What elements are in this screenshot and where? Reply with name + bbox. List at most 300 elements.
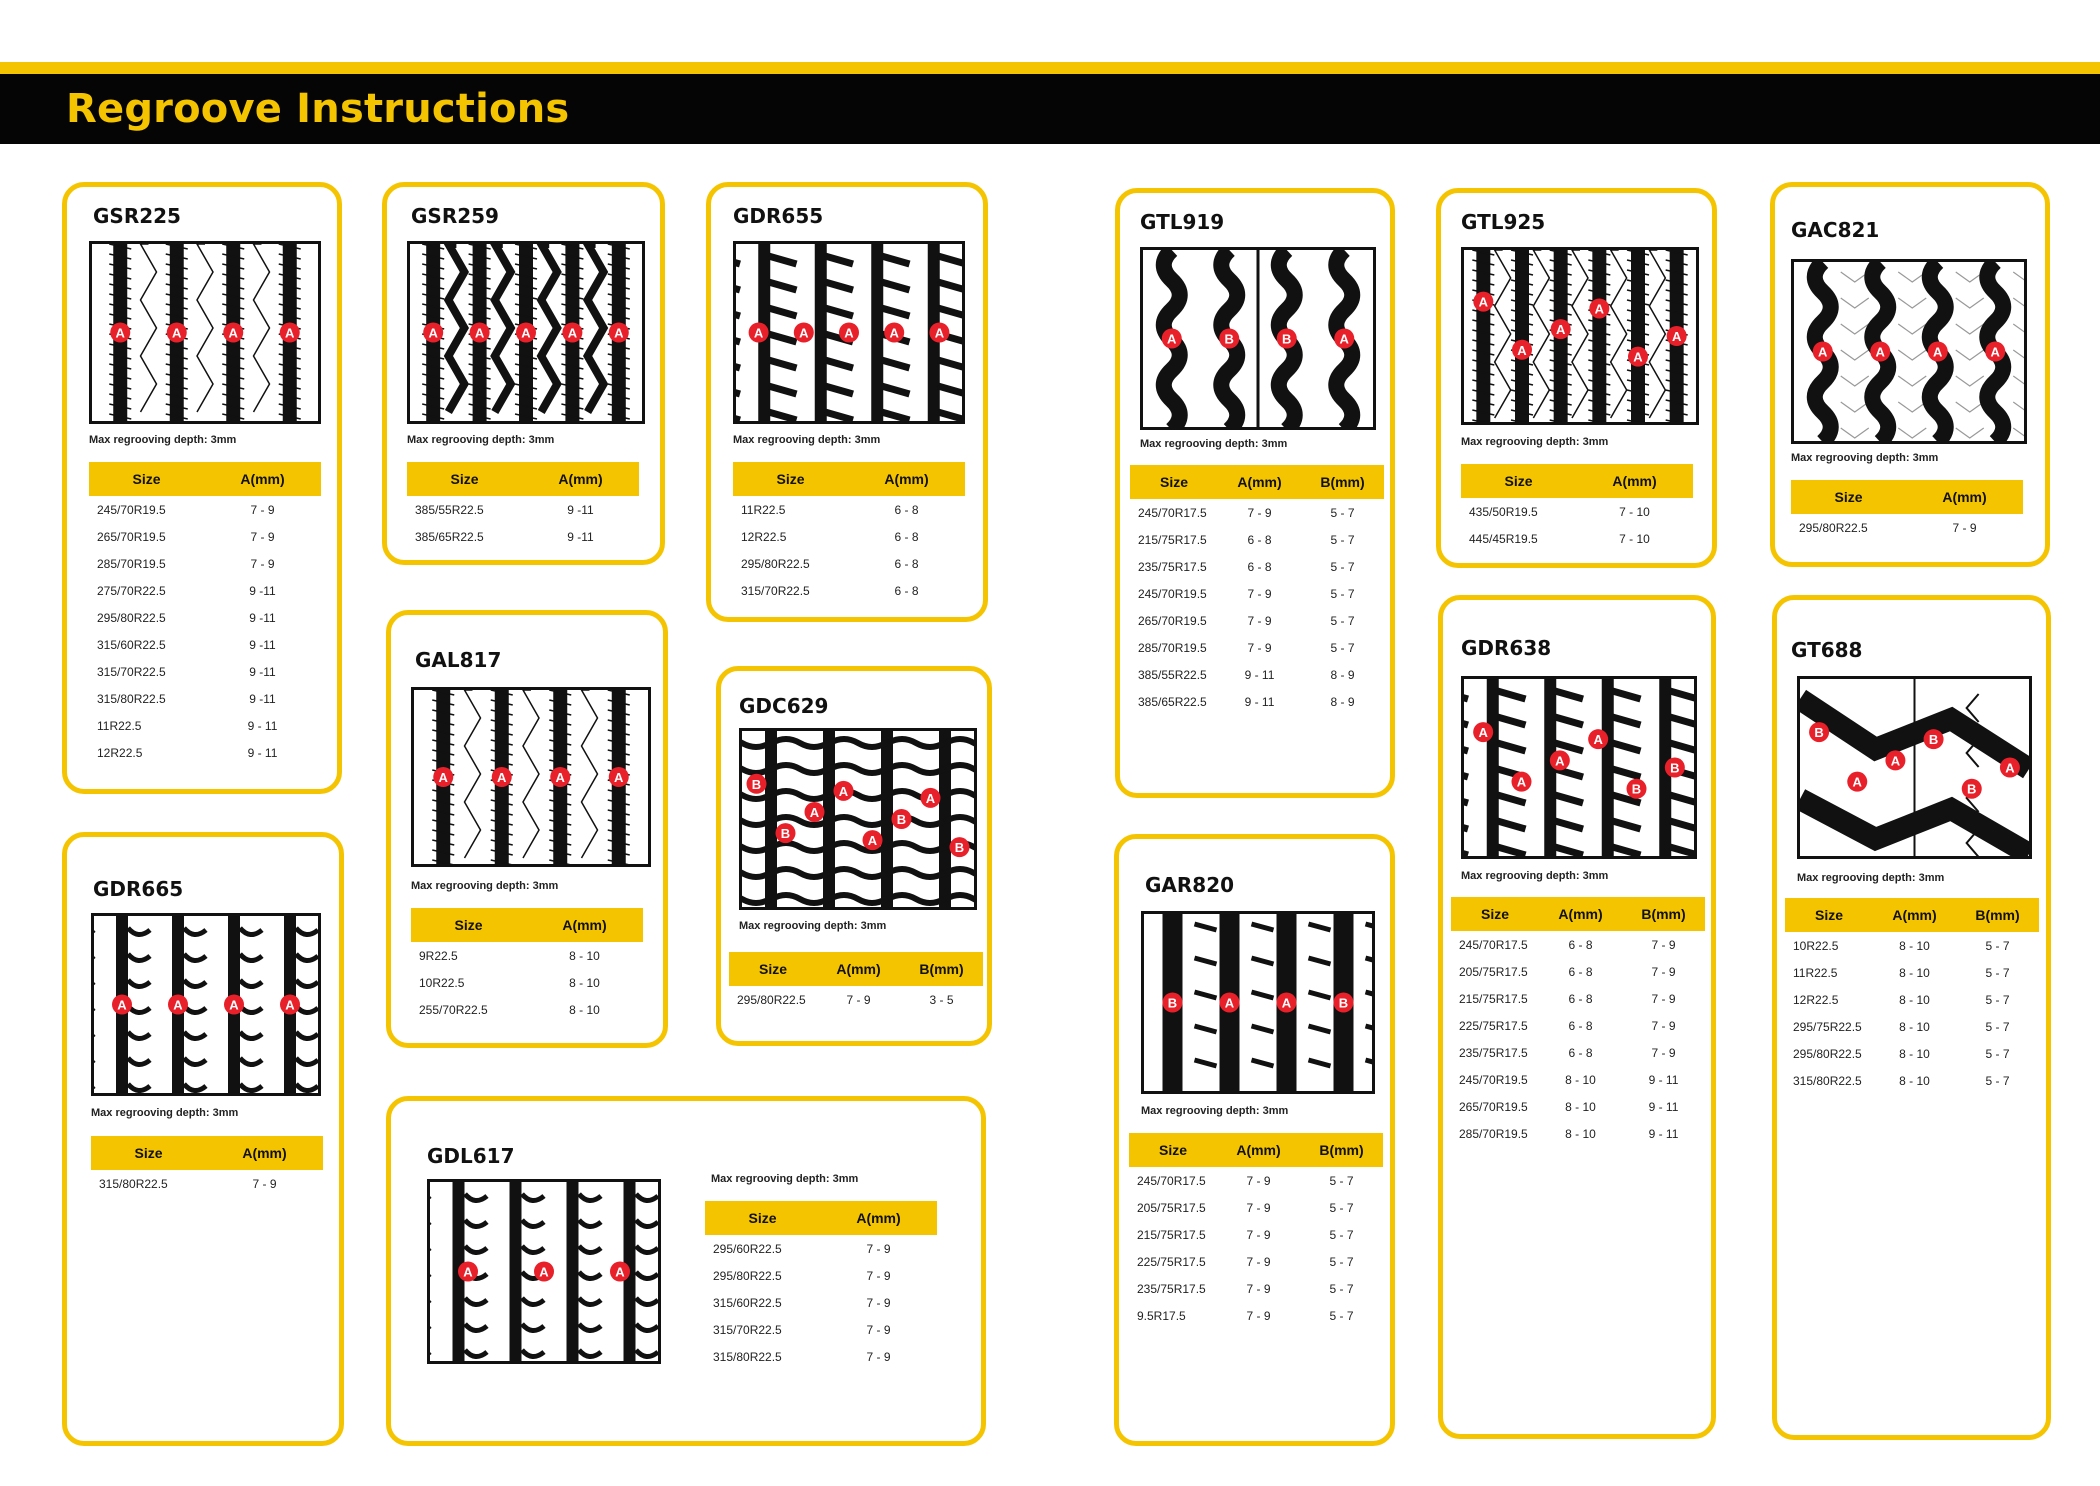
product-name: GSR225 (93, 204, 181, 228)
b-value-cell: 5 - 7 (1330, 640, 1355, 655)
svg-text:A: A (925, 790, 936, 806)
regroove-marker-a (1162, 329, 1182, 349)
regroove-marker-a (863, 830, 883, 850)
regroove-marker-a (610, 1262, 630, 1282)
size-cell: 445/45R19.5 (1469, 531, 1538, 546)
regroove-marker-a (167, 323, 187, 343)
regroove-marker-a (433, 767, 453, 787)
size-cell: 295/80R22.5 (741, 556, 810, 571)
table-row (1130, 607, 1384, 634)
size-cell: 12R22.5 (1793, 992, 1839, 1007)
size-cell: 255/70R22.5 (419, 1002, 488, 1017)
a-value-cell: 7 - 9 (1952, 520, 1977, 535)
a-value-cell: 9 -11 (249, 610, 276, 625)
tread-pattern-image (1141, 911, 1375, 1094)
table-row (1785, 932, 2039, 959)
a-value-cell: 7 - 9 (1246, 1308, 1271, 1323)
tread-pattern-image (411, 687, 651, 867)
svg-text:A: A (1852, 774, 1862, 790)
size-table (1791, 480, 2023, 541)
b-value-cell: 9 - 11 (1648, 1072, 1679, 1087)
svg-text:A: A (1933, 344, 1943, 360)
table-row (705, 1289, 937, 1316)
product-name: GSR259 (411, 204, 499, 228)
product-name: GDR638 (1461, 636, 1552, 660)
regroove-marker-a (794, 323, 814, 343)
svg-text:B: B (1967, 781, 1977, 797)
b-value-cell: 5 - 7 (1329, 1173, 1354, 1188)
b-value-cell: 7 - 9 (1651, 1018, 1676, 1033)
product-name: GDL617 (427, 1144, 515, 1168)
size-cell: 385/55R22.5 (1138, 667, 1207, 682)
svg-text:A: A (117, 997, 127, 1013)
column-header-a: A(mm) (1539, 897, 1622, 931)
svg-text:B: B (1631, 781, 1642, 797)
column-header-size: Size (1451, 897, 1539, 931)
a-value-cell: 7 - 9 (846, 992, 871, 1007)
table-row (89, 658, 321, 685)
svg-text:B: B (751, 776, 762, 792)
table-row (89, 577, 321, 604)
a-value-cell: 8 - 10 (1899, 1019, 1930, 1034)
table-row (705, 1235, 937, 1262)
svg-text:A: A (428, 325, 438, 341)
size-cell: 315/60R22.5 (97, 637, 166, 652)
svg-text:A: A (1890, 753, 1901, 769)
product-card-gal817 (386, 610, 668, 1048)
svg-text:A: A (1633, 349, 1643, 365)
regroove-marker-a (168, 995, 188, 1015)
a-value-cell: 7 - 9 (1246, 1173, 1271, 1188)
size-cell: 215/75R17.5 (1138, 532, 1207, 547)
table-row (89, 523, 321, 550)
table-row (89, 550, 321, 577)
tread-pattern-image (1140, 247, 1376, 430)
svg-text:A: A (1516, 774, 1527, 790)
table-row (1129, 1275, 1383, 1302)
size-table (411, 908, 643, 1023)
column-header-size: Size (705, 1201, 820, 1235)
regroove-marker-a (1813, 342, 1833, 362)
regroove-marker-a (112, 995, 132, 1015)
column-header-size: Size (1461, 464, 1576, 498)
svg-text:A: A (285, 325, 295, 341)
a-value-cell: 9 -11 (567, 529, 594, 544)
column-header-size: Size (89, 462, 204, 496)
a-value-cell: 9 -11 (249, 664, 276, 679)
b-value-cell: 5 - 7 (1329, 1254, 1354, 1269)
max-depth-note: Max regrooving depth: 3mm (407, 434, 555, 446)
a-value-cell: 8 - 10 (1899, 965, 1930, 980)
b-value-cell: 5 - 7 (1330, 586, 1355, 601)
svg-text:A: A (555, 770, 565, 785)
max-depth-note: Max regrooving depth: 3mm (1461, 870, 1609, 882)
regroove-marker-a (223, 323, 243, 343)
table-row (1451, 931, 1705, 958)
a-value-cell: 7 - 9 (1247, 505, 1272, 520)
svg-text:B: B (1338, 995, 1349, 1011)
size-cell: 295/80R22.5 (97, 610, 166, 625)
regroove-marker-a (1667, 326, 1687, 346)
svg-text:A: A (1555, 322, 1566, 338)
size-cell: 215/75R17.5 (1137, 1227, 1206, 1242)
table-row (89, 739, 321, 766)
size-cell: 235/75R17.5 (1459, 1045, 1528, 1060)
column-header-a: A(mm) (204, 462, 321, 496)
size-cell: 245/70R17.5 (1138, 505, 1207, 520)
column-header-b: B(mm) (900, 952, 983, 986)
tread-pattern-image (91, 913, 321, 1096)
regroove-marker-a (492, 767, 512, 787)
size-cell: 235/75R17.5 (1137, 1281, 1206, 1296)
size-table (1461, 464, 1693, 552)
size-cell: 315/80R22.5 (1793, 1073, 1862, 1088)
svg-text:A: A (172, 325, 182, 341)
size-table (1130, 465, 1384, 715)
regroove-marker-a (1512, 772, 1532, 792)
svg-text:A: A (1478, 725, 1488, 741)
size-cell: 265/70R19.5 (97, 529, 166, 544)
regroove-marker-a (110, 323, 130, 343)
size-cell: 9R22.5 (419, 948, 458, 963)
product-card-gar820 (1114, 834, 1395, 1446)
svg-text:A: A (838, 783, 849, 799)
table-row (1130, 634, 1384, 661)
column-header-size: Size (91, 1136, 206, 1170)
svg-text:B: B (1814, 725, 1824, 741)
size-cell: 245/70R19.5 (1459, 1072, 1528, 1087)
a-value-cell: 8 - 10 (569, 948, 600, 963)
b-value-cell: 5 - 7 (1329, 1308, 1354, 1323)
size-table (705, 1201, 937, 1370)
svg-text:A: A (1339, 331, 1349, 347)
svg-text:A: A (1517, 342, 1527, 358)
svg-text:B: B (1224, 331, 1234, 347)
b-value-cell: 7 - 9 (1651, 964, 1676, 979)
column-header-b: B(mm) (1301, 465, 1384, 499)
regroove-marker-a (609, 323, 629, 343)
svg-text:A: A (115, 325, 125, 341)
b-value-cell: 5 - 7 (1985, 992, 2010, 1007)
svg-text:A: A (474, 325, 485, 341)
b-value-cell: 5 - 7 (1329, 1281, 1354, 1296)
regroove-marker-a (1588, 729, 1608, 749)
svg-text:A: A (1593, 732, 1603, 748)
size-cell: 385/55R22.5 (415, 502, 484, 517)
table-row (91, 1170, 323, 1197)
svg-text:A: A (614, 325, 624, 341)
b-value-cell: 5 - 7 (1330, 505, 1355, 520)
regroove-marker-b (1809, 722, 1829, 742)
b-value-cell: 5 - 7 (1985, 965, 2010, 980)
b-value-cell: 5 - 7 (1985, 1046, 2010, 1061)
column-header-a: A(mm) (848, 462, 965, 496)
regroove-marker-a (1885, 750, 1905, 770)
size-cell: 315/80R22.5 (713, 1349, 782, 1364)
a-value-cell: 9 -11 (249, 637, 276, 652)
regroove-marker-b (1334, 993, 1354, 1013)
a-value-cell: 6 - 8 (894, 502, 919, 517)
size-table (407, 462, 639, 550)
size-cell: 315/80R22.5 (97, 691, 166, 706)
svg-text:A: A (615, 1264, 625, 1280)
size-table (1785, 898, 2039, 1094)
table-row (733, 550, 965, 577)
size-cell: 225/75R17.5 (1459, 1018, 1528, 1033)
table-row (89, 685, 321, 712)
table-row (1129, 1302, 1383, 1329)
svg-text:A: A (228, 325, 238, 341)
b-value-cell: 7 - 9 (1651, 1045, 1676, 1060)
size-cell: 225/75R17.5 (1137, 1254, 1206, 1269)
table-row (1129, 1194, 1383, 1221)
svg-text:A: A (1671, 329, 1682, 344)
a-value-cell: 7 - 9 (866, 1241, 891, 1256)
a-value-cell: 9 - 11 (247, 745, 278, 760)
size-cell: 265/70R19.5 (1138, 613, 1207, 628)
a-value-cell: 9 - 11 (1244, 694, 1275, 709)
product-card-gtl925 (1436, 188, 1717, 568)
column-header-a: A(mm) (522, 462, 639, 496)
size-table (1129, 1133, 1383, 1329)
table-row (1130, 688, 1384, 715)
b-value-cell: 7 - 9 (1651, 937, 1676, 952)
title-banner (0, 74, 2100, 144)
a-value-cell: 7 - 9 (1247, 586, 1272, 601)
table-row (1451, 1093, 1705, 1120)
b-value-cell: 9 - 11 (1648, 1099, 1679, 1114)
a-value-cell: 6 - 8 (1568, 937, 1593, 952)
size-cell: 295/80R22.5 (713, 1268, 782, 1283)
regroove-marker-a (1870, 342, 1890, 362)
column-header-a: A(mm) (206, 1136, 323, 1170)
svg-text:B: B (1928, 732, 1939, 748)
max-depth-note: Max regrooving depth: 3mm (411, 880, 559, 892)
svg-text:A: A (539, 1264, 549, 1280)
tread-pattern-image (407, 241, 645, 424)
column-header-a: A(mm) (1576, 464, 1693, 498)
svg-text:A: A (285, 997, 295, 1013)
a-value-cell: 9 -11 (249, 691, 276, 706)
size-cell: 315/60R22.5 (713, 1295, 782, 1310)
regroove-marker-b (1924, 729, 1944, 749)
product-name: GAC821 (1791, 218, 1880, 242)
a-value-cell: 7 - 10 (1619, 504, 1650, 519)
a-value-cell: 6 - 8 (1568, 1018, 1593, 1033)
table-row (733, 523, 965, 550)
product-name: GT688 (1791, 638, 1863, 662)
max-depth-note: Max regrooving depth: 3mm (91, 1107, 239, 1119)
a-value-cell: 8 - 10 (1565, 1072, 1596, 1087)
tread-pattern-image (1797, 676, 2032, 859)
regroove-marker-b (892, 809, 912, 829)
table-row (89, 712, 321, 739)
regroove-marker-a (516, 323, 536, 343)
table-row (1785, 1013, 2039, 1040)
regroove-marker-b (1277, 329, 1297, 349)
size-cell: 12R22.5 (97, 745, 143, 760)
column-header-a: A(mm) (1906, 480, 2023, 514)
svg-text:A: A (1478, 294, 1489, 310)
svg-text:B: B (1282, 331, 1292, 347)
tread-pattern-image (1791, 259, 2027, 444)
size-table (733, 462, 965, 604)
regroove-marker-b (950, 837, 970, 857)
a-value-cell: 7 - 9 (1246, 1281, 1271, 1296)
a-value-cell: 9 - 11 (247, 718, 278, 733)
regroove-marker-a (224, 995, 244, 1015)
a-value-cell: 8 - 10 (1899, 1073, 1930, 1088)
regroove-marker-a (534, 1262, 554, 1282)
table-row (411, 942, 643, 969)
regroove-marker-a (562, 323, 582, 343)
a-value-cell: 8 - 10 (1899, 1046, 1930, 1061)
regroove-marker-b (1962, 779, 1982, 799)
a-value-cell: 7 - 9 (866, 1349, 891, 1364)
svg-text:A: A (521, 325, 531, 341)
table-row (1129, 1248, 1383, 1275)
table-row (1451, 1066, 1705, 1093)
size-cell: 295/60R22.5 (713, 1241, 782, 1256)
svg-text:A: A (844, 325, 854, 341)
size-cell: 205/75R17.5 (1459, 964, 1528, 979)
a-value-cell: 9 -11 (249, 583, 276, 598)
regroove-marker-a (1628, 347, 1648, 367)
size-cell: 10R22.5 (1793, 938, 1839, 953)
svg-text:A: A (1281, 995, 1292, 1011)
top-accent-line (0, 62, 2100, 74)
product-card-gsr259 (382, 182, 665, 565)
column-header-a: A(mm) (1217, 1133, 1300, 1167)
regroove-marker-a (1551, 319, 1571, 339)
b-value-cell: 5 - 7 (1330, 613, 1355, 628)
size-cell: 435/50R19.5 (1469, 504, 1538, 519)
a-value-cell: 6 - 8 (1247, 532, 1272, 547)
svg-text:A: A (809, 804, 820, 820)
a-value-cell: 8 - 10 (569, 1002, 600, 1017)
column-header-size: Size (729, 952, 817, 986)
a-value-cell: 8 - 10 (1899, 938, 1930, 953)
column-header-a: A(mm) (820, 1201, 937, 1235)
column-header-size: Size (1129, 1133, 1217, 1167)
regroove-marker-a (1473, 722, 1493, 742)
product-name: GDR655 (733, 204, 824, 228)
table-row (407, 523, 639, 550)
svg-text:B: B (1167, 995, 1178, 1011)
a-value-cell: 7 - 9 (1246, 1254, 1271, 1269)
regroove-marker-a (1589, 298, 1609, 318)
b-value-cell: 5 - 7 (1985, 1073, 2010, 1088)
table-row (1785, 959, 2039, 986)
size-cell: 285/70R19.5 (97, 556, 166, 571)
regroove-marker-a (609, 767, 629, 787)
product-card-gt688 (1772, 595, 2051, 1440)
regroove-marker-a (280, 995, 300, 1015)
b-value-cell: 5 - 7 (1985, 1019, 2010, 1034)
size-table (91, 1136, 323, 1197)
regroove-marker-a (1985, 342, 2005, 362)
regroove-marker-a (749, 323, 769, 343)
table-row (1461, 498, 1693, 525)
a-value-cell: 6 - 8 (1568, 964, 1593, 979)
regroove-marker-a (1928, 342, 1948, 362)
tread-pattern-image (1461, 247, 1699, 425)
a-value-cell: 6 - 8 (1568, 991, 1593, 1006)
regroove-marker-a (1512, 340, 1532, 360)
svg-text:B: B (954, 840, 965, 856)
size-cell: 275/70R22.5 (97, 583, 166, 598)
table-row (1130, 580, 1384, 607)
table-row (1451, 958, 1705, 985)
max-depth-note: Max regrooving depth: 3mm (711, 1173, 859, 1185)
b-value-cell: 5 - 7 (1330, 532, 1355, 547)
svg-text:A: A (614, 770, 624, 785)
size-cell: 11R22.5 (1793, 965, 1838, 980)
svg-text:A: A (1875, 344, 1885, 360)
a-value-cell: 9 - 11 (1244, 667, 1275, 682)
a-value-cell: 9 -11 (567, 502, 594, 517)
size-cell: 9.5R17.5 (1137, 1308, 1186, 1323)
table-row (1451, 1120, 1705, 1147)
size-cell: 11R22.5 (741, 502, 786, 517)
a-value-cell: 7 - 9 (1247, 640, 1272, 655)
a-value-cell: 8 - 10 (1899, 992, 1930, 1007)
a-value-cell: 8 - 10 (569, 975, 600, 990)
size-cell: 235/75R17.5 (1138, 559, 1207, 574)
table-row (1129, 1221, 1383, 1248)
b-value-cell: 8 - 9 (1330, 694, 1355, 709)
product-card-gtl919 (1115, 188, 1395, 798)
table-row (705, 1316, 937, 1343)
svg-text:B: B (896, 812, 907, 827)
column-header-a: A(mm) (1218, 465, 1301, 499)
table-row (89, 496, 321, 523)
svg-text:A: A (1818, 344, 1828, 360)
regroove-marker-a (470, 323, 490, 343)
size-table (89, 462, 321, 766)
size-cell: 245/70R17.5 (1459, 937, 1528, 952)
table-row (1130, 526, 1384, 553)
product-name: GAR820 (1145, 873, 1235, 897)
b-value-cell: 5 - 7 (1329, 1200, 1354, 1215)
regroove-marker-b (1219, 329, 1239, 349)
size-cell: 315/70R22.5 (97, 664, 166, 679)
regroove-marker-a (1220, 993, 1240, 1013)
a-value-cell: 8 - 10 (1565, 1126, 1596, 1141)
regroove-marker-a (929, 323, 949, 343)
svg-text:A: A (889, 325, 899, 341)
svg-text:A: A (567, 325, 578, 341)
product-name: GTL925 (1461, 210, 1546, 234)
product-name: GDR665 (93, 877, 184, 901)
table-row (407, 496, 639, 523)
tread-pattern-image (89, 241, 321, 424)
a-value-cell: 6 - 8 (894, 583, 919, 598)
size-cell: 315/80R22.5 (99, 1176, 168, 1191)
max-depth-note: Max regrooving depth: 3mm (1141, 1105, 1289, 1117)
svg-text:A: A (1594, 301, 1605, 317)
svg-text:B: B (1670, 760, 1680, 776)
tread-pattern-image (733, 241, 965, 424)
table-row (1785, 1040, 2039, 1067)
a-value-cell: 7 - 9 (1246, 1227, 1271, 1242)
b-value-cell: 8 - 9 (1330, 667, 1355, 682)
size-cell: 295/80R22.5 (1793, 1046, 1862, 1061)
product-card-gdr638 (1438, 595, 1716, 1439)
regroove-marker-a (839, 323, 859, 343)
column-header-size: Size (733, 462, 848, 496)
a-value-cell: 7 - 10 (1619, 531, 1650, 546)
